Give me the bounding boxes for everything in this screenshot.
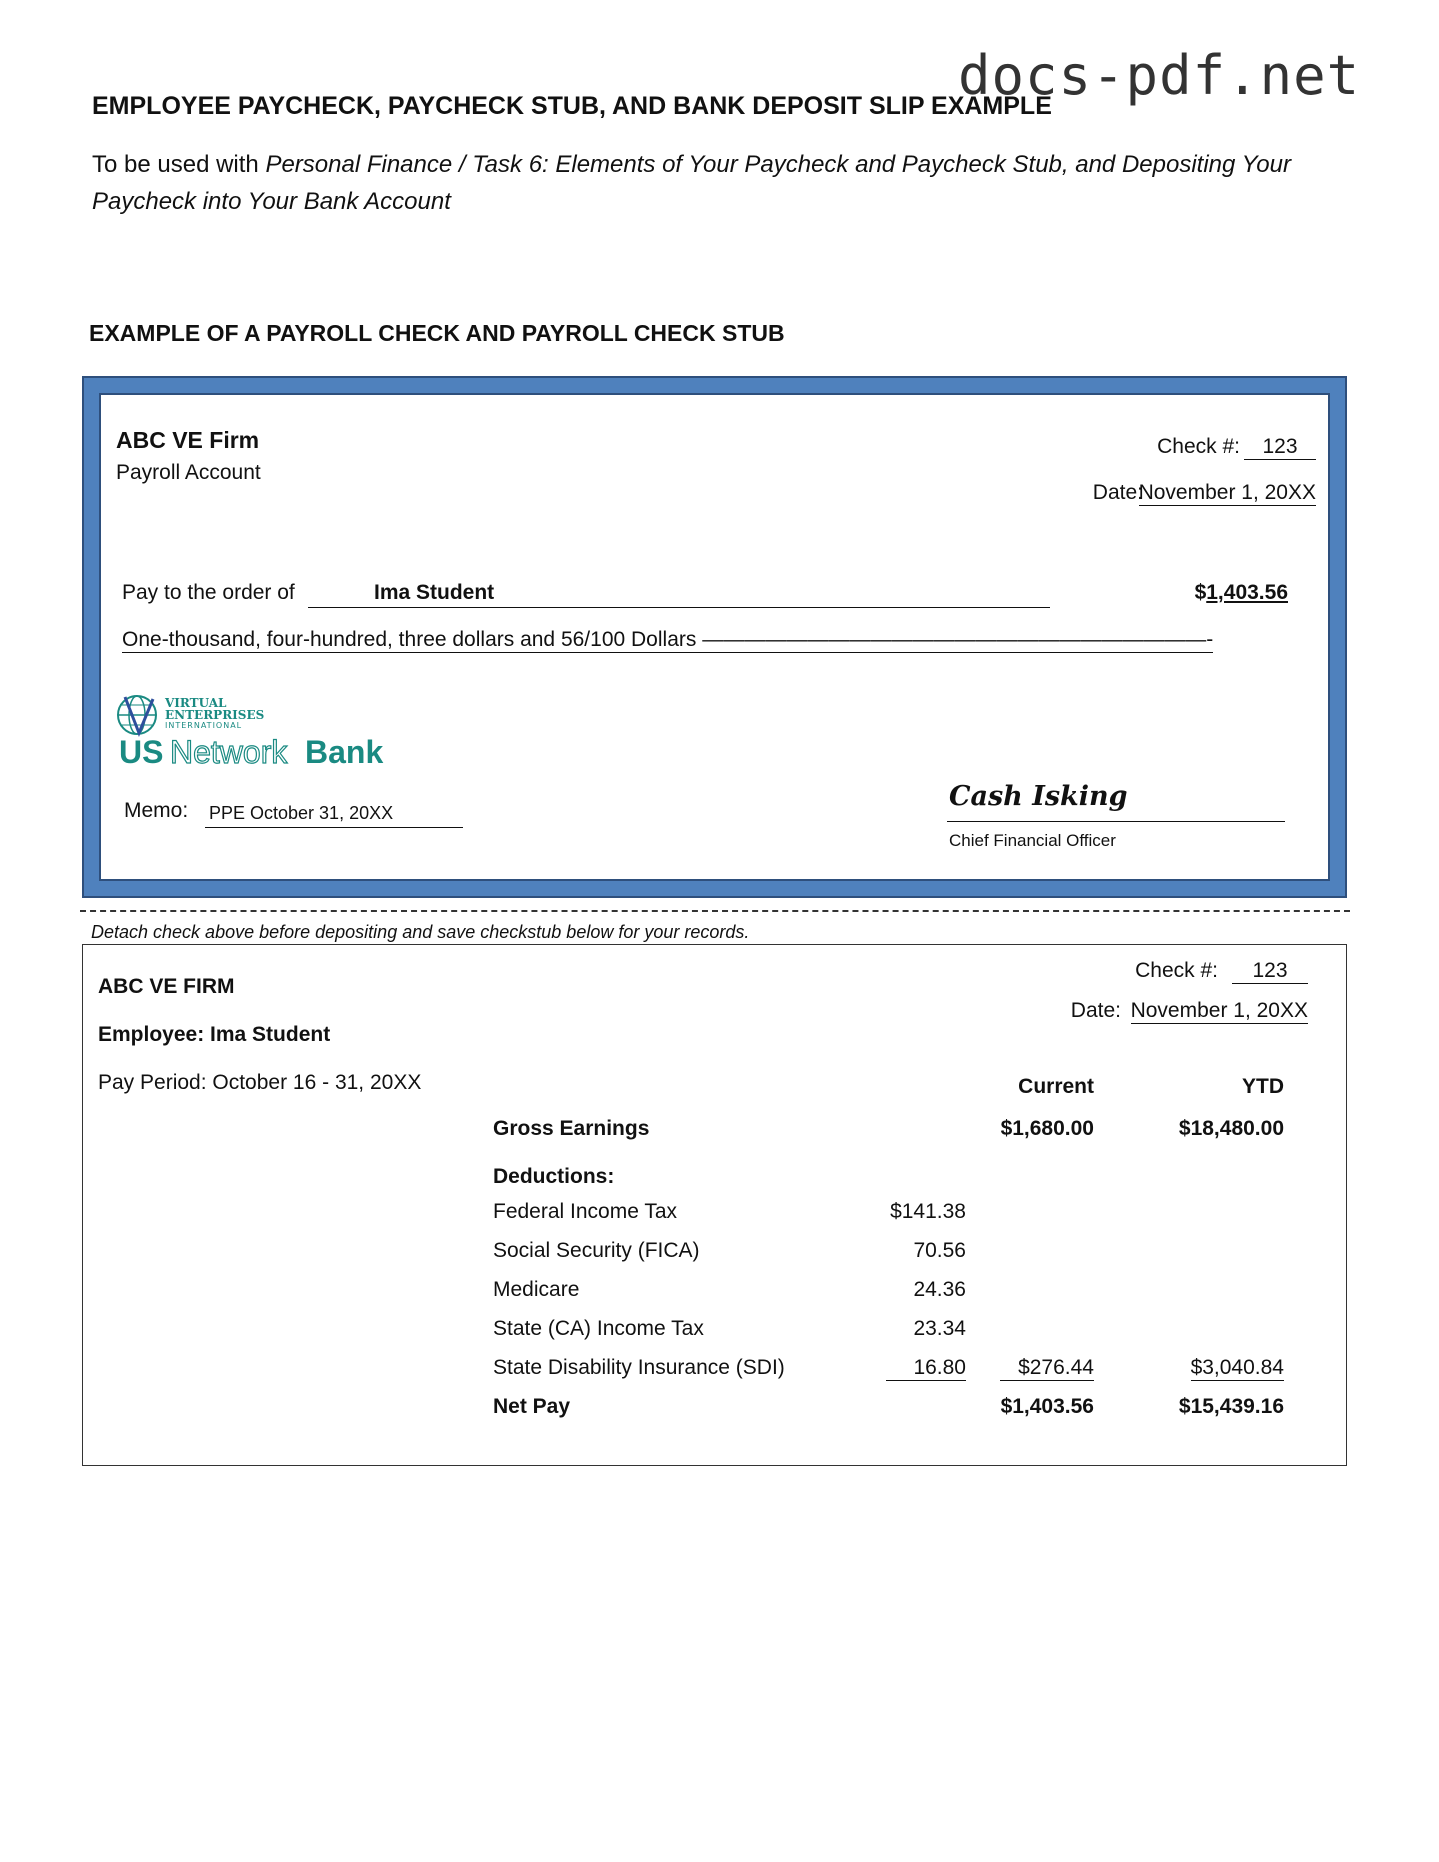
subtitle-italic: Personal Finance / Task 6: Elements of Your Paycheck and Paycheck Stub, and Depositing Your Paycheck into Your Bank Account <box>92 151 1291 215</box>
watermark: docs-pdf.net <box>958 44 1361 107</box>
stub-check-number: 123 <box>1232 959 1308 984</box>
deduction-amount: 70.56 <box>913 1239 966 1262</box>
gross-earnings-ytd: $18,480.00 <box>1178 1117 1284 1140</box>
total-deductions-current: $276.44 <box>1000 1356 1094 1381</box>
column-ytd-header: YTD <box>1242 1075 1284 1098</box>
net-pay-ytd: $15,439.16 <box>1178 1395 1284 1418</box>
deduction-amount: $141.38 <box>890 1200 966 1223</box>
deduction-label: Federal Income Tax <box>493 1200 678 1223</box>
deduction-amount: 24.36 <box>913 1278 966 1301</box>
amount-symbol: $ <box>1194 581 1207 604</box>
deduction-amount: 16.80 <box>886 1356 966 1381</box>
stub-date-label: Date: <box>1070 999 1121 1022</box>
logo-us: US <box>119 734 164 770</box>
globe-icon <box>118 696 156 734</box>
net-pay-label: Net Pay <box>493 1395 571 1418</box>
document-title: EMPLOYEE PAYCHECK, PAYCHECK STUB, AND BANK DEPOSIT SLIP EXAMPLE <box>92 92 1052 120</box>
stub-date: November 1, 20XX <box>1130 999 1308 1022</box>
check-date: November 1, 20XX <box>1138 481 1316 504</box>
logo-virtual: VIRTUAL <box>165 696 227 710</box>
gross-earnings-label: Gross Earnings <box>493 1117 650 1140</box>
document-subtitle <box>92 146 1332 220</box>
signature: Cash Isking <box>949 781 1128 812</box>
deductions-label: Deductions: <box>493 1165 615 1188</box>
deduction-label: State Disability Insurance (SDI) <box>493 1356 785 1379</box>
subtitle-prefix: To be used with <box>92 151 266 178</box>
logo-international: INTERNATIONAL <box>165 721 243 730</box>
stub-employee: Employee: Ima Student <box>98 1023 331 1046</box>
stub-pay-period: Pay Period: October 16 - 31, 20XX <box>98 1071 422 1094</box>
amount-in-words: One-thousand, four-hundred, three dollars and 56/100 Dollars ————————————————————————- <box>122 628 1214 651</box>
payee-name: Ima Student <box>374 581 495 604</box>
deduction-label: Social Security (FICA) <box>493 1239 700 1262</box>
amount-value: 1,403.56 <box>1206 581 1288 604</box>
check-number-label: Check #: <box>1157 435 1240 458</box>
logo-network: Network <box>170 734 288 770</box>
net-pay-current: $1,403.56 <box>1000 1395 1094 1418</box>
check-body <box>99 393 1330 881</box>
memo-label: Memo: <box>124 799 189 822</box>
detach-line <box>80 910 1350 912</box>
payroll-check <box>82 376 1347 898</box>
bank-logo <box>115 689 415 779</box>
memo-text: PPE October 31, 20XX <box>209 803 394 823</box>
deduction-amount: 23.34 <box>913 1317 966 1340</box>
gross-earnings-current: $1,680.00 <box>1000 1117 1094 1140</box>
logo-bank: Bank <box>305 734 384 770</box>
deduction-label: Medicare <box>493 1278 580 1301</box>
total-deductions-ytd: $3,040.84 <box>1190 1356 1284 1379</box>
column-current-header: Current <box>1018 1075 1094 1098</box>
pay-to-label: Pay to the order of <box>122 581 295 604</box>
check-number: 123 <box>1244 435 1316 460</box>
check-firm-name: ABC VE Firm <box>116 427 260 453</box>
check-account-name: Payroll Account <box>116 461 261 484</box>
detach-instructions: Detach check above before depositing and save checkstub below for your records. <box>91 922 750 942</box>
logo-enterprises: ENTERPRISES <box>165 708 265 722</box>
section-title: EXAMPLE OF A PAYROLL CHECK AND PAYROLL CHECK STUB <box>89 320 785 346</box>
signer-title: Chief Financial Officer <box>949 831 1116 850</box>
check-date-label: Date: <box>1092 481 1143 504</box>
stub-check-number-label: Check #: <box>1135 959 1218 982</box>
stub-firm-name: ABC VE FIRM <box>98 975 235 998</box>
check-amount <box>1195 581 1288 605</box>
paycheck-stub <box>82 944 1347 1466</box>
deduction-label: State (CA) Income Tax <box>493 1317 704 1340</box>
